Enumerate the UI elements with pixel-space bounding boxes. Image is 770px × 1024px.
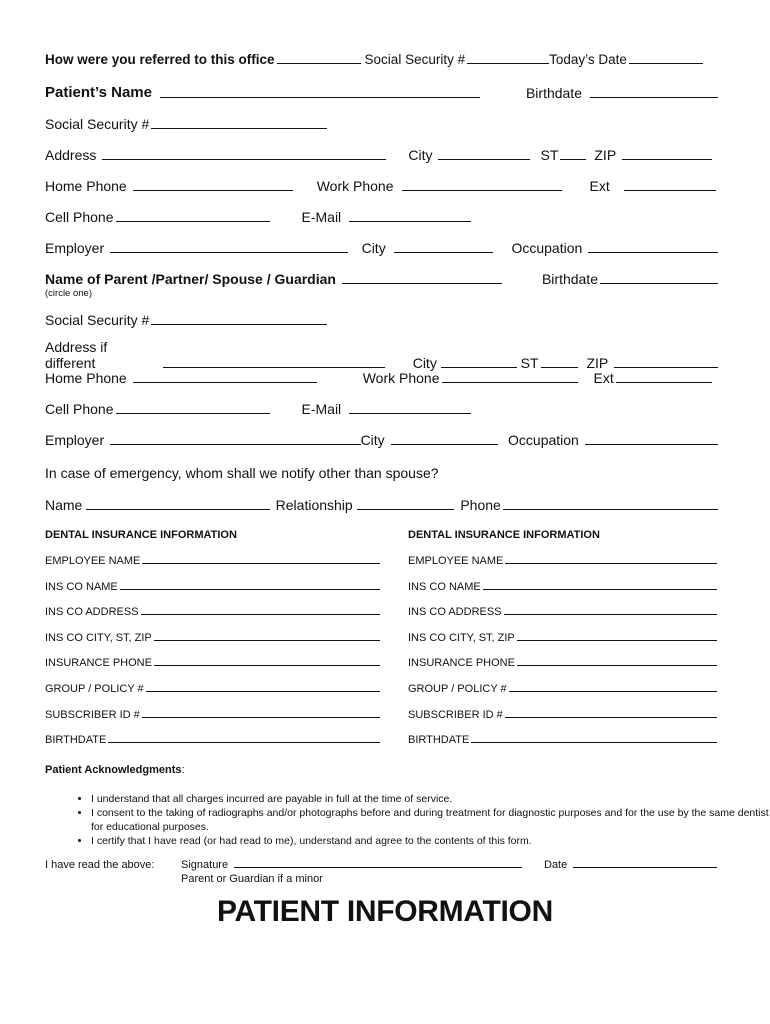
patient-birthdate-label: Birthdate	[525, 85, 582, 101]
guardian-address-row	[45, 339, 718, 371]
insurance-field-label: SUBSCRIBER ID #	[408, 708, 503, 721]
insurance-field-input[interactable]	[471, 742, 717, 743]
ack-item: • I understand that all charges incurred are payable in full at the time of service.	[91, 792, 770, 806]
insurance-field-row	[45, 683, 380, 695]
guardian-employer-city-field[interactable]	[391, 444, 498, 445]
patient-cell-label: Cell Phone	[45, 209, 114, 225]
guardian-name-label: Name of Parent /Partner/ Spouse / Guardian	[45, 271, 336, 287]
patient-employer-label: Employer	[45, 240, 105, 256]
insurance-field-label: INS CO NAME	[408, 580, 481, 593]
patient-cell-field[interactable]	[116, 221, 270, 222]
guardian-work-phone-field[interactable]	[442, 382, 578, 383]
guardian-email-field[interactable]	[349, 413, 471, 414]
insurance-field-row	[408, 581, 717, 593]
insurance-field-row	[408, 632, 717, 644]
insurance-field-row	[45, 581, 380, 593]
insurance-heading: DENTAL INSURANCE INFORMATION	[45, 529, 237, 541]
header-row	[45, 52, 718, 67]
circle-one-note: (circle one)	[45, 288, 92, 299]
guardian-name-row	[45, 271, 718, 287]
signature-label: Signature	[181, 859, 229, 871]
insurance-field-row	[45, 555, 380, 567]
guardian-city-field[interactable]	[441, 367, 517, 368]
insurance-field-row	[408, 555, 717, 567]
insurance-field-row	[408, 734, 717, 746]
patient-work-phone-field[interactable]	[402, 190, 562, 191]
patient-employer-field[interactable]	[110, 252, 347, 253]
patient-ssn-label: Social Security #	[45, 116, 150, 132]
guardian-home-phone-field[interactable]	[133, 382, 317, 383]
insurance-field-input[interactable]	[154, 665, 380, 666]
insurance-field-input[interactable]	[108, 742, 380, 743]
date-row	[544, 859, 717, 871]
insurance-field-label: INSURANCE PHONE	[408, 657, 515, 670]
emergency-relationship-label: Relationship	[275, 497, 353, 513]
patient-address-row	[45, 147, 718, 163]
guardian-cell-field[interactable]	[116, 413, 270, 414]
guardian-name-field[interactable]	[342, 283, 502, 284]
read-above-label: I have read the above:	[45, 859, 155, 871]
insurance-field-label: INS CO NAME	[45, 580, 118, 593]
guardian-employer-row	[45, 432, 718, 448]
patient-city-label: City	[408, 147, 433, 163]
insurance-field-label: INSURANCE PHONE	[45, 657, 152, 670]
insurance-field-row	[408, 683, 717, 695]
insurance-field-label: EMPLOYEE NAME	[408, 555, 504, 567]
guardian-st-field[interactable]	[541, 367, 579, 368]
guardian-ssn-row	[45, 312, 718, 328]
insurance-field-input[interactable]	[120, 589, 380, 590]
todays-date-label: Today’s Date	[549, 52, 627, 67]
guardian-birthdate-label: Birthdate	[541, 271, 598, 287]
insurance-heading: DENTAL INSURANCE INFORMATION	[408, 529, 600, 541]
guardian-zip-label: ZIP	[586, 355, 609, 371]
guardian-cell-row	[45, 401, 718, 417]
patient-st-field[interactable]	[560, 159, 586, 160]
patient-city-field[interactable]	[438, 159, 530, 160]
emergency-name-label: Name	[45, 497, 83, 513]
patient-ext-label: Ext	[589, 178, 610, 194]
acknowledgments-heading: Patient Acknowledgments:	[45, 764, 185, 776]
emergency-row	[45, 497, 718, 513]
patient-employer-city-field[interactable]	[394, 252, 494, 253]
insurance-field-label: SUBSCRIBER ID #	[45, 708, 140, 721]
patient-zip-field[interactable]	[622, 159, 712, 160]
emergency-phone-label: Phone	[460, 497, 501, 513]
patient-email-field[interactable]	[349, 221, 471, 222]
patient-address-field[interactable]	[102, 159, 386, 160]
guardian-ext-field[interactable]	[616, 382, 712, 383]
guardian-occupation-label: Occupation	[508, 432, 579, 448]
insurance-field-input[interactable]	[142, 563, 380, 564]
patient-home-phone-field[interactable]	[133, 190, 293, 191]
insurance-field-input[interactable]	[509, 691, 717, 692]
insurance-field-label: GROUP / POLICY #	[408, 683, 507, 695]
guardian-birthdate-field[interactable]	[600, 283, 718, 284]
parent-minor-label: Parent or Guardian if a minor	[181, 873, 323, 885]
insurance-field-label: EMPLOYEE NAME	[45, 555, 141, 567]
referred-field[interactable]	[277, 63, 361, 64]
insurance-field-input[interactable]	[505, 563, 717, 564]
insurance-field-input[interactable]	[504, 614, 717, 615]
patient-home-phone-label: Home Phone	[45, 178, 127, 194]
insurance-field-label: INS CO ADDRESS	[45, 606, 139, 619]
patient-work-phone-label: Work Phone	[316, 178, 394, 194]
guardian-employer-label: Employer	[45, 432, 105, 448]
ack-heading-text: Patient Acknowledgments	[45, 764, 182, 776]
emergency-question-text: In case of emergency, whom shall we notify other than spouse?	[45, 465, 439, 481]
signature-row	[181, 859, 522, 871]
patient-employer-city-label: City	[361, 240, 386, 256]
guardian-email-label: E-Mail	[301, 401, 342, 417]
patient-zip-label: ZIP	[594, 147, 617, 163]
signature-field[interactable]	[234, 867, 522, 868]
guardian-phone-row	[45, 370, 718, 386]
guardian-occupation-field[interactable]	[585, 444, 718, 445]
guardian-employer-city-label: City	[360, 432, 385, 448]
patient-birthdate-field[interactable]	[590, 97, 718, 98]
patient-address-label: Address	[45, 147, 97, 163]
guardian-st-label: ST	[520, 355, 539, 371]
insurance-field-row	[45, 734, 380, 746]
guardian-work-phone-label: Work Phone	[362, 370, 440, 386]
referred-label: How were you referred to this office	[45, 52, 275, 67]
date-field[interactable]	[573, 867, 717, 868]
insurance-field-label: INS CO CITY, ST, ZIP	[408, 631, 515, 644]
insurance-field-row	[45, 606, 380, 618]
patient-phone-row	[45, 178, 718, 194]
emergency-name-field[interactable]	[86, 509, 269, 510]
insurance-field-label: BIRTHDATE	[45, 734, 107, 747]
patient-occupation-label: Occupation	[511, 240, 583, 256]
insurance-field-label: INS CO CITY, ST, ZIP	[45, 631, 152, 644]
guardian-address-label: Address if different	[45, 339, 108, 371]
emergency-question	[45, 465, 718, 481]
patient-name-label: Patient’s Name	[45, 84, 152, 101]
insurance-field-label: BIRTHDATE	[408, 734, 470, 747]
insurance-field-row	[408, 709, 717, 721]
patient-name-field[interactable]	[160, 97, 480, 98]
guardian-ssn-label: Social Security #	[45, 312, 150, 328]
patient-ssn-field[interactable]	[151, 128, 327, 129]
ack-item: • I consent to the taking of radiographs and/or photographs before and during treatment for diagnostic purposes and for the use by the same dentist for educational purposes.	[91, 806, 770, 834]
insurance-field-label: GROUP / POLICY #	[45, 683, 144, 695]
page-title: PATIENT INFORMATION	[217, 895, 553, 928]
guardian-zip-field[interactable]	[614, 367, 718, 368]
emergency-phone-field[interactable]	[503, 509, 718, 510]
insurance-field-row	[408, 606, 717, 618]
patient-cell-row	[45, 209, 718, 225]
patient-ext-field[interactable]	[624, 190, 716, 191]
date-label: Date	[544, 859, 568, 871]
insurance-field-row	[45, 709, 380, 721]
acknowledgments-list	[48, 792, 770, 848]
insurance-field-input[interactable]	[154, 640, 380, 641]
ack-item: • I certify that I have read (or had read to me), understand and agree to the contents of this form.	[91, 834, 770, 848]
insurance-field-input[interactable]	[505, 717, 717, 718]
guardian-ext-label: Ext	[593, 370, 614, 386]
guardian-cell-label: Cell Phone	[45, 401, 114, 417]
insurance-field-row	[408, 657, 717, 669]
todays-date-field[interactable]	[629, 63, 703, 64]
patient-employer-row	[45, 240, 718, 256]
guardian-employer-field[interactable]	[110, 444, 360, 445]
patient-email-label: E-Mail	[301, 209, 342, 225]
insurance-field-label: INS CO ADDRESS	[408, 606, 502, 619]
insurance-field-row	[45, 657, 380, 669]
guardian-ssn-field[interactable]	[151, 324, 327, 325]
insurance-field-input[interactable]	[146, 691, 380, 692]
insurance-field-input[interactable]	[141, 614, 380, 615]
insurance-field-input[interactable]	[517, 665, 717, 666]
patient-name-row	[45, 84, 718, 101]
patient-occupation-field[interactable]	[588, 252, 718, 253]
insurance-field-input[interactable]	[142, 717, 380, 718]
insurance-field-input[interactable]	[483, 589, 717, 590]
guardian-home-phone-label: Home Phone	[45, 370, 127, 386]
guardian-city-label: City	[412, 355, 437, 371]
emergency-relationship-field[interactable]	[357, 509, 455, 510]
header-ssn-field[interactable]	[467, 63, 549, 64]
header-ssn-label: Social Security #	[364, 52, 466, 67]
insurance-field-row	[45, 632, 380, 644]
guardian-address-field[interactable]	[163, 367, 384, 368]
patient-st-label: ST	[540, 147, 559, 163]
patient-ssn-row	[45, 116, 718, 132]
insurance-field-input[interactable]	[517, 640, 717, 641]
